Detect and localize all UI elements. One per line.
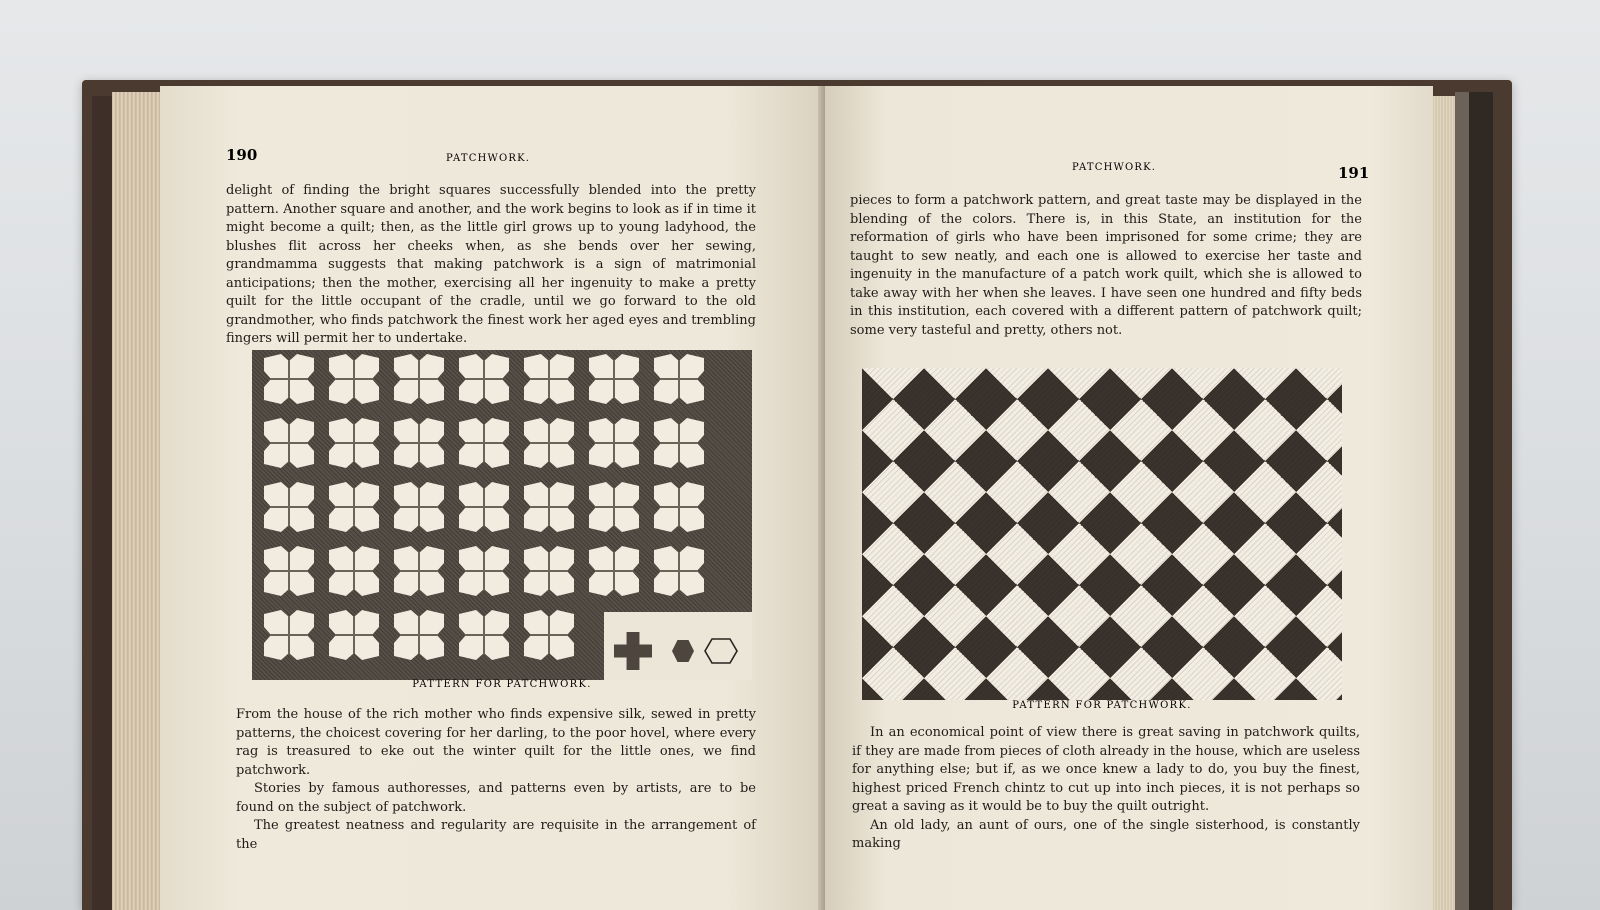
right-paragraph-1: In an economical point of view there is great saving in patchwork quilts, if they are made from pieces of cloth already in the house, which are useless for anything else; but if, as we once knew a lady to do, you buy the finest, highest priced French chintz to cut up into inch pieces, it is not perhaps so great a saving as it would be to buy the quilt outright. xyxy=(852,725,1360,814)
quilt-block xyxy=(394,610,444,660)
page-number-left: 190 xyxy=(226,146,258,164)
quilt-block xyxy=(524,546,574,596)
quilt-block xyxy=(459,354,509,404)
quilt-block xyxy=(264,610,314,660)
quilt-block xyxy=(329,482,379,532)
quilt-block xyxy=(264,418,314,468)
quilt-block xyxy=(589,546,639,596)
quilt-block xyxy=(459,610,509,660)
quilt-block xyxy=(654,354,704,404)
quilt-block xyxy=(524,418,574,468)
left-body-top xyxy=(226,182,756,349)
left-figure-caption: PATTERN FOR PATCHWORK. xyxy=(412,679,592,690)
quilt-block xyxy=(589,482,639,532)
quilt-block xyxy=(394,546,444,596)
page-number-right: 191 xyxy=(1338,164,1370,182)
quilt-block xyxy=(589,418,639,468)
quilt-block xyxy=(329,610,379,660)
book-cover-edge-right xyxy=(1455,92,1493,910)
quilt-block xyxy=(654,418,704,468)
quilt-block xyxy=(524,482,574,532)
hexagon-outline-shape xyxy=(704,638,738,664)
quilt-block xyxy=(589,354,639,404)
right-body-bottom xyxy=(852,724,1360,854)
quilt-block xyxy=(524,610,574,660)
quilt-block xyxy=(329,418,379,468)
right-paragraph-2: An old lady, an aunt of ours, one of the single sisterhood, is constantly making xyxy=(852,817,1360,851)
quilt-block xyxy=(394,482,444,532)
quilt-block xyxy=(329,354,379,404)
left-body-bottom xyxy=(236,706,756,854)
running-head-left: PATCHWORK. xyxy=(446,153,531,164)
quilt-block xyxy=(329,546,379,596)
right-quilt-illustration xyxy=(862,368,1342,700)
quilt-block xyxy=(264,354,314,404)
left-paragraph-top: delight of finding the bright squares successfully blended into the pretty pattern. Another square and another, and the work begins to look as if in time it might become a quilt; then, as the little girl grows up to young ladyhood, the blushes flit across her cheeks when, as she bends over her sewing, grandmamma suggests that making patchwork is a sign of matrimonial anticipations; then the mother, exercising all her ingenuity to make a pretty quilt for the little occupant of the cradle, until we go forward to the old grandmother, who finds patchwork the finest work her aged eyes and trembling fingers will permit her to undertake. xyxy=(226,183,756,346)
right-paragraph-top: pieces to form a patchwork pattern, and great taste may be displayed in the blending of the colors. There is, in this State, an institution for the reformation of girls who have been imprisoned for some crime; they are taught to sew neatly, and each one is allowed to exercise her taste and ingenuity in the manufacture of a patch work quilt, which she is allowed to take away with her when she leaves. I have seen one hundred and fifty beds in this institution, each covered with a different pattern of patchwork quilt; some very tasteful and pretty, others not. xyxy=(850,193,1362,338)
quilt-block xyxy=(459,546,509,596)
quilt-block xyxy=(264,482,314,532)
quilt-block xyxy=(654,482,704,532)
left-paragraph-1: From the house of the rich mother who finds expensive silk, sewed in pretty patterns, the choicest covering for her darling, to the poor hovel, where every rag is treasured to eke out the winter quilt for the little ones, we find patchwork. xyxy=(236,707,756,778)
quilt-block xyxy=(459,418,509,468)
right-body-top xyxy=(850,192,1362,340)
quilt-block xyxy=(524,354,574,404)
quilt-block xyxy=(654,546,704,596)
left-paragraph-3: The greatest neatness and regularity are requisite in the arrangement of the xyxy=(236,818,756,852)
quilt-block xyxy=(264,546,314,596)
quilt-block xyxy=(394,418,444,468)
page-stack-right xyxy=(1433,96,1455,910)
quilt-block xyxy=(459,482,509,532)
running-head-right: PATCHWORK. xyxy=(1072,162,1157,173)
left-paragraph-2: Stories by famous authoresses, and patterns even by artists, are to be found on the subject of patchwork. xyxy=(236,781,756,815)
left-quilt-illustration xyxy=(252,350,752,680)
quilt-block xyxy=(394,354,444,404)
right-figure-caption: PATTERN FOR PATCHWORK. xyxy=(1012,700,1192,711)
